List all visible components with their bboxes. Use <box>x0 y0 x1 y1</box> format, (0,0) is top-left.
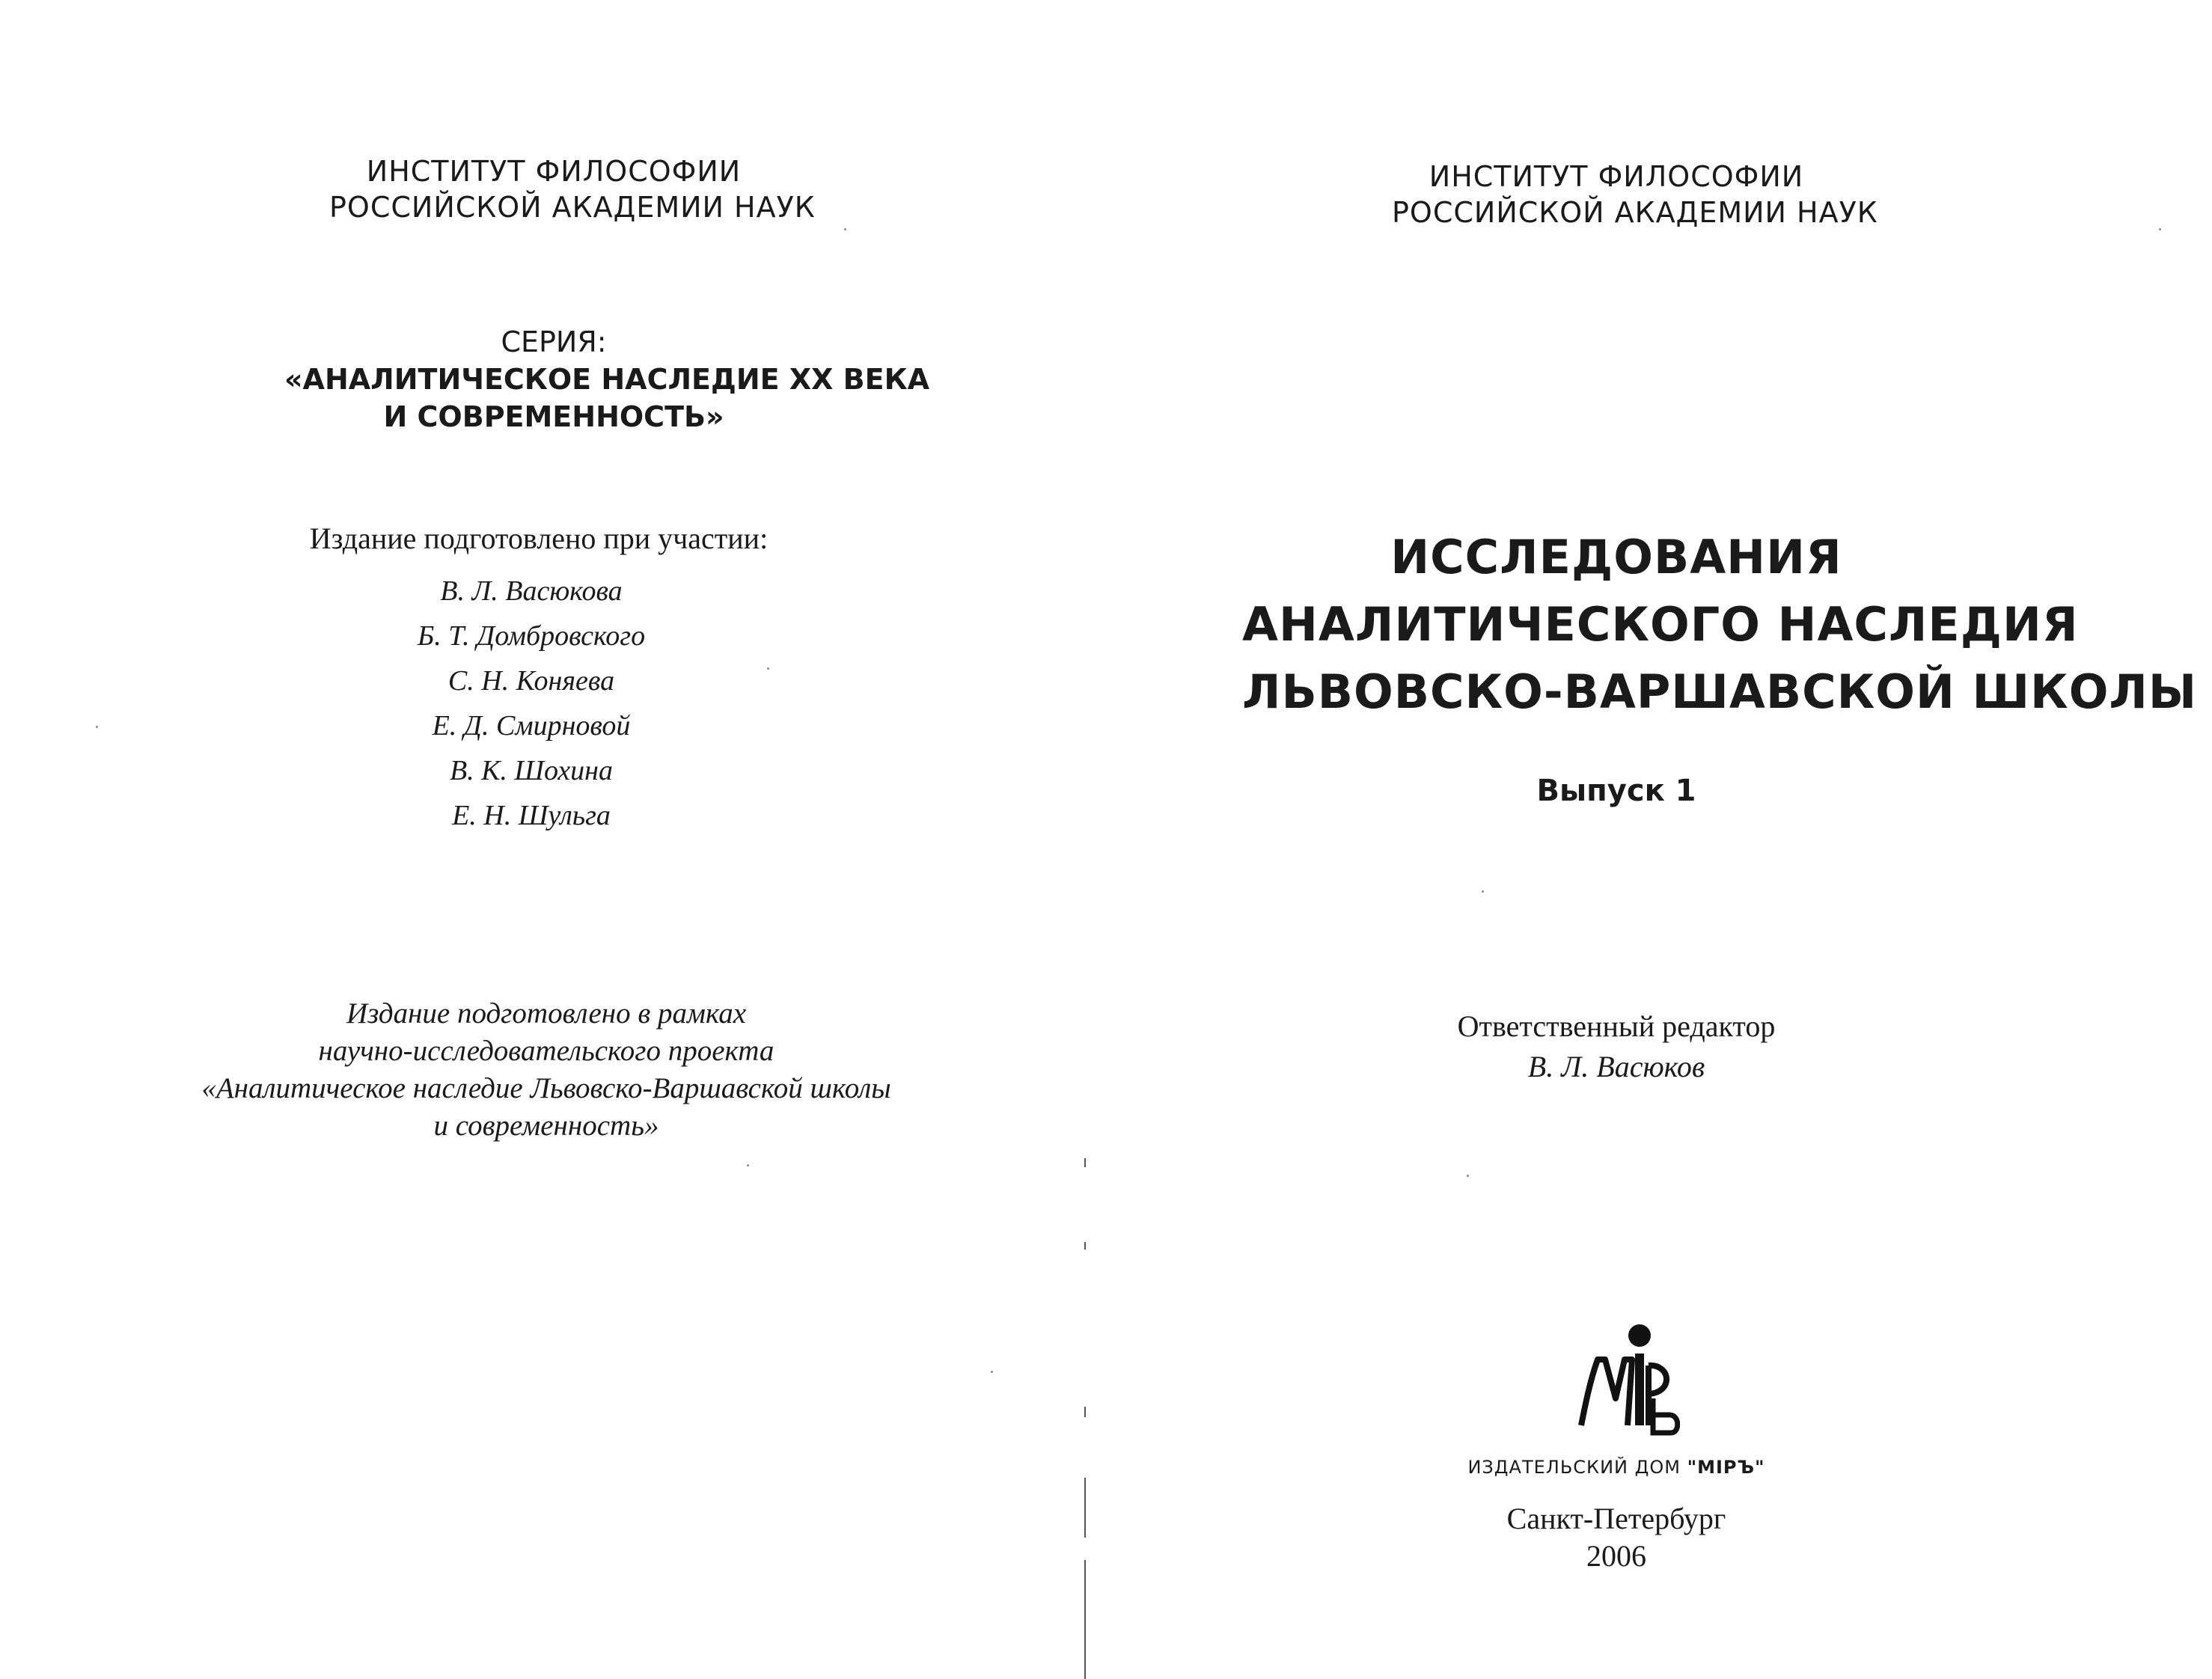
right-institute-name <box>1392 159 1878 230</box>
book-title-line-3: ЛЬВОВСКО-ВАРШАВСКОЙ ШКОЛЫ <box>1242 664 2198 719</box>
project-note-line-2: научно-исследовательского проекта <box>318 1035 774 1067</box>
participant-name: Б. Т. Домбровского <box>417 620 646 652</box>
gutter-mark <box>1084 1407 1086 1417</box>
series-title-line-1: «АНАЛИТИЧЕСКОЕ НАСЛЕДИЕ XX ВЕКА <box>284 363 930 396</box>
editor-label: Ответственный редактор <box>1457 1009 1776 1043</box>
gutter-mark <box>1084 1560 1086 1679</box>
publisher-line <box>1392 1455 1841 1479</box>
scan-speck <box>767 667 769 670</box>
series-label: СЕРИЯ: <box>501 325 607 358</box>
institute-line-1: ИНСТИТУТ ФИЛОСОФИИ <box>366 155 742 188</box>
participant-name: Е. Д. Смирновой <box>432 710 631 741</box>
project-note-line-4: и современность» <box>433 1110 659 1142</box>
publisher-name: "МІРЪ" <box>1687 1457 1765 1478</box>
year: 2006 <box>1586 1539 1646 1573</box>
issue-number: Выпуск 1 <box>1536 774 1696 808</box>
series-block <box>284 323 930 435</box>
participant-name: Е. Н. Шульга <box>452 800 611 831</box>
left-institute-name <box>329 153 816 225</box>
gutter-mark <box>1084 1478 1086 1538</box>
project-note <box>150 995 943 1145</box>
participants-list <box>299 569 763 838</box>
gutter-mark <box>1084 1242 1086 1250</box>
participant-name: В. Л. Васюкова <box>440 575 623 607</box>
editor-block <box>1377 1006 1856 1087</box>
book-title <box>1242 524 2198 726</box>
scan-speck <box>747 1164 749 1166</box>
book-title-line-1: ИССЛЕДОВАНИЯ <box>1390 530 1842 584</box>
project-note-line-1: Издание подготовлено в рамках <box>346 997 747 1030</box>
scan-speck <box>844 228 846 230</box>
participant-name: С. Н. Коняева <box>447 665 615 697</box>
right-page <box>1093 0 2212 1679</box>
publisher-prefix: ИЗДАТЕЛЬСКИЙ ДОМ <box>1467 1457 1687 1478</box>
scan-speck <box>96 726 98 728</box>
publisher-logo-icon <box>1575 1321 1680 1448</box>
gutter-mark <box>1084 1158 1086 1167</box>
institute-line-2: РОССИЙСКОЙ АКАДЕМИИ НАУК <box>329 191 816 224</box>
institute-line-1: ИНСТИТУТ ФИЛОСОФИИ <box>1429 160 1804 193</box>
left-page <box>0 0 1093 1679</box>
editor-name: В. Л. Васюков <box>1527 1050 1705 1083</box>
participant-name: В. К. Шохина <box>449 755 614 786</box>
participants-heading: Издание подготовлено при участии: <box>309 522 769 555</box>
imprint <box>1429 1500 1803 1575</box>
institute-line-2: РОССИЙСКОЙ АКАДЕМИИ НАУК <box>1392 196 1878 229</box>
city: Санкт-Петербург <box>1506 1502 1726 1535</box>
scan-speck <box>991 1371 993 1373</box>
series-title-line-2: И СОВРЕМЕННОСТЬ» <box>383 400 724 433</box>
project-note-line-3: «Аналитическое наследие Львовско-Варшавской школы <box>201 1072 891 1104</box>
book-title-line-2: АНАЛИТИЧЕСКОГО НАСЛЕДИЯ <box>1242 597 2079 652</box>
